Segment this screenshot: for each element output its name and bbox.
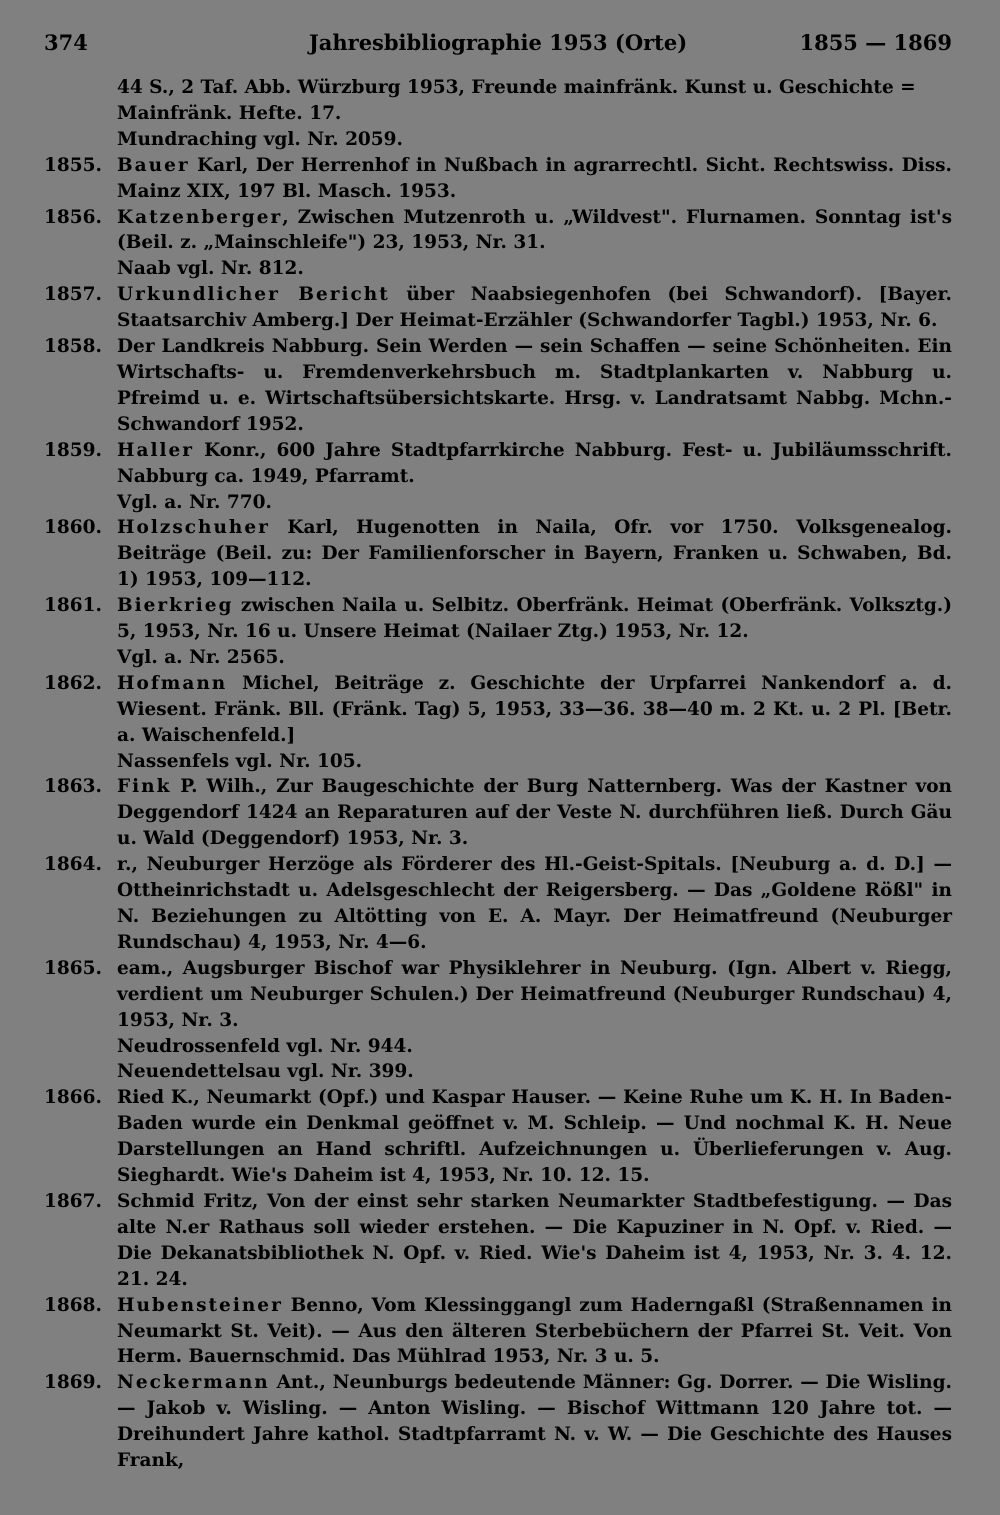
- reference: vgl. Nr. 105.: [229, 750, 363, 772]
- reference: vgl. Nr. 944.: [279, 1035, 413, 1057]
- entry-author: Hofmann: [117, 672, 228, 694]
- running-title: Jahresbibliographie 1953 (Orte): [308, 30, 688, 55]
- entry-number: 1867.: [44, 1190, 102, 1212]
- bibliography-list: [44, 75, 952, 1474]
- entry-author: Katzenberger: [117, 206, 283, 228]
- entry-text: Karl, Hugenotten in Naila, Ofr. vor 1750. Volksgenealog. Beiträge (Beil. zu: Der Familienforscher in Bayern, Franken u. Schwaben, Bd. 1) 1953, 109—112.: [117, 517, 952, 591]
- entry-number: 1865.: [44, 957, 102, 979]
- entry-1869: [44, 1370, 952, 1474]
- reference: vgl. Nr. 2059.: [257, 128, 403, 150]
- entry-1863: [44, 774, 952, 852]
- entry-1860: [44, 515, 952, 593]
- place-name: Neudrossenfeld: [117, 1035, 280, 1057]
- entry-author: Fink: [117, 776, 172, 798]
- reference: vgl. Nr. 812.: [170, 258, 304, 280]
- entry-text: Ried K., Neumarkt (Opf.) und Kaspar Hauser. — Keine Ruhe um K. H. In Baden-Baden wurde ein Denkmal geöffnet v. M. Schleip. — Und nochmal K. H. Neue Darstellungen an Hand schriftl. Aufzeichnungen u. Überlieferungen v. Aug. Sieghardt. Wie's Daheim ist 4, 1953, Nr. 10. 12. 15.: [117, 1087, 952, 1187]
- entry-text: Benno, Vom Klessinggangl zum Haderngaßl (Straßennamen in Neumarkt St. Veit). — Aus den älteren Sterbebüchern der Pfarrei St. Veit. Von Herm. Bauernschmid. Das Mühlrad 1953, Nr. 3 u. 5.: [117, 1294, 952, 1368]
- entry-number: 1864.: [44, 854, 102, 876]
- entry-text: Ant., Neunburgs bedeutende Männer: Gg. Dorrer. — Die Wisling. — Jakob v. Wisling. — Anton Wisling. — Bischof Wittmann 120 Jahre tot. — Dreihundert Jahre kathol. Stadtpfarramt N. v. W. — Die Geschichte des Hauses Frank,: [117, 1372, 952, 1472]
- entry-text: eam., Augsburger Bischof war Physiklehrer in Neuburg. (Ign. Albert v. Riegg, verdient um Neuburger Schulen.) Der Heimatfreund (Neuburger Rundschau) 4, 1953, Nr. 3.: [117, 957, 952, 1031]
- entry-text: Der Landkreis Nabburg. Sein Werden — sein Schaffen — seine Schönheiten. Ein Wirtschafts- u. Fremdenverkehrsbuch m. Stadtplankarten v. Nabburg u. Pfreimd u. e. Wirtschaftsübersichtskarte. Hrsg. v. Landratsamt Nabbg. Mchn.-Schwandorf 1952.: [117, 336, 952, 435]
- cross-reference: [44, 1059, 952, 1085]
- entry-author: Hubensteiner: [117, 1294, 283, 1316]
- entry-author: Holzschuher: [117, 517, 270, 539]
- entry-number: 1869.: [44, 1372, 102, 1394]
- entry-1861: [44, 593, 952, 645]
- entry-number: 1859.: [44, 439, 102, 461]
- entry-text: r., Neuburger Herzöge als Förderer des Hl.-Geist-Spitals. [Neuburg a. d. D.] — Ottheinrichstadt u. Adelsgeschlecht der Reigersberg. — Das „Goldene Rößl" in N. Beziehungen zu Altötting von E. A. Mayr. Der Heimatfreund (Neuburger Rundschau) 4, 1953, Nr. 4—6.: [117, 854, 952, 953]
- entry-text: Karl, Der Herrenhof in Nußbach in agrarrechtl. Sicht. Rechtswiss. Diss. Mainz XIX, 197 Bl. Masch. 1953.: [117, 154, 952, 202]
- entry-number: 1868.: [44, 1294, 102, 1316]
- entry-text: , Zwischen Mutzenroth u. „Wildvest". Flurnamen. Sonntag ist's (Beil. z. „Mainschleife") 23, 1953, Nr. 31.: [117, 206, 952, 254]
- entry-author: Neckermann: [117, 1372, 270, 1394]
- entry-number: 1866.: [44, 1087, 102, 1109]
- page-header: [44, 30, 952, 60]
- entry-1865: [44, 956, 952, 1034]
- cross-reference: [44, 1034, 952, 1060]
- entry-number: 1863.: [44, 776, 102, 798]
- entry-number: 1856.: [44, 206, 102, 228]
- entry-author: Bauer: [117, 154, 190, 176]
- continuation-text: 44 S., 2 Taf. Abb. Würzburg 1953, Freunde mainfränk. Kunst u. Geschichte = Mainfränk. Hefte. 17.: [117, 77, 916, 124]
- entry-1868: [44, 1293, 952, 1371]
- cross-reference: [44, 256, 952, 282]
- entry-number: 1857.: [44, 284, 102, 306]
- entry-1855: [44, 153, 952, 205]
- entry-number: 1855.: [44, 154, 102, 176]
- entry-text: Schmid Fritz, Von der einst sehr starken Neumarkter Stadtbefestigung. — Das alte N.er Rathaus soll wieder erstehen. — Die Kapuziner in N. Opf. v. Ried. — Die Dekanatsbibliothek N. Opf. v. Ried. Wie's Daheim ist 4, 1953, Nr. 3. 4. 12. 21. 24.: [117, 1190, 952, 1290]
- see-also: Vgl. a. Nr. 2565.: [117, 646, 285, 668]
- entry-range: 1855 — 1869: [799, 30, 952, 55]
- entry-author: Urkundlicher Bericht: [117, 284, 390, 306]
- place-name: Nassenfels: [117, 750, 230, 772]
- entry-1867: [44, 1189, 952, 1293]
- entry-text: zwischen Naila u. Selbitz. Oberfränk. Heimat (Oberfränk. Volksztg.) 5, 1953, Nr. 16 u. Unsere Heimat (Nailaer Ztg.) 1953, Nr. 12.: [117, 595, 952, 643]
- entry-number: 1862.: [44, 672, 102, 694]
- entry-author: Bierkrieg: [117, 595, 234, 617]
- entry-text: Michel, Beiträge z. Geschichte der Urpfarrei Nankendorf a. d. Wiesent. Fränk. Bll. (Fränk. Tag) 5, 1953, 33—36. 38—40 m. 2 Kt. u. 2 Pl. [Betr. a. Waischenfeld.]: [117, 672, 952, 746]
- see-also: Vgl. a. Nr. 770.: [117, 491, 272, 513]
- entry-author: Haller: [117, 439, 195, 461]
- page-number: 374: [44, 30, 88, 55]
- entry-number: 1860.: [44, 517, 102, 539]
- entry-1866: [44, 1085, 952, 1189]
- place-name: Neuendettelsau: [117, 1061, 281, 1083]
- entry-1857: [44, 282, 952, 334]
- entry-1864: [44, 852, 952, 956]
- entry-1858: [44, 334, 952, 438]
- place-name: Mundraching: [117, 128, 258, 150]
- cross-reference: [44, 749, 952, 775]
- entry-text: Konr., 600 Jahre Stadtpfarrkirche Nabburg. Fest- u. Jubiläumsschrift. Nabburg ca. 1949, Pfarramt.: [117, 439, 952, 487]
- entry-number: 1858.: [44, 336, 102, 358]
- entry-1859: [44, 438, 952, 490]
- entry-number: 1861.: [44, 595, 102, 617]
- entry-1856: [44, 205, 952, 257]
- place-name: Naab: [117, 258, 171, 280]
- entry-1862: [44, 671, 952, 749]
- reference: vgl. Nr. 399.: [280, 1061, 414, 1083]
- cross-reference: [44, 127, 952, 153]
- entry-text: P. Wilh., Zur Baugeschichte der Burg Natternberg. Was der Kastner von Deggendorf 1424 an Reparaturen auf der Veste N. durchführen ließ. Durch Gäu u. Wald (Deggendorf) 1953, Nr. 3.: [117, 776, 952, 850]
- entry-text: über Naabsiegenhofen (bei Schwandorf). [Bayer. Staatsarchiv Amberg.] Der Heimat-Erzähler (Schwandorfer Tagbl.) 1953, Nr. 6.: [117, 284, 952, 332]
